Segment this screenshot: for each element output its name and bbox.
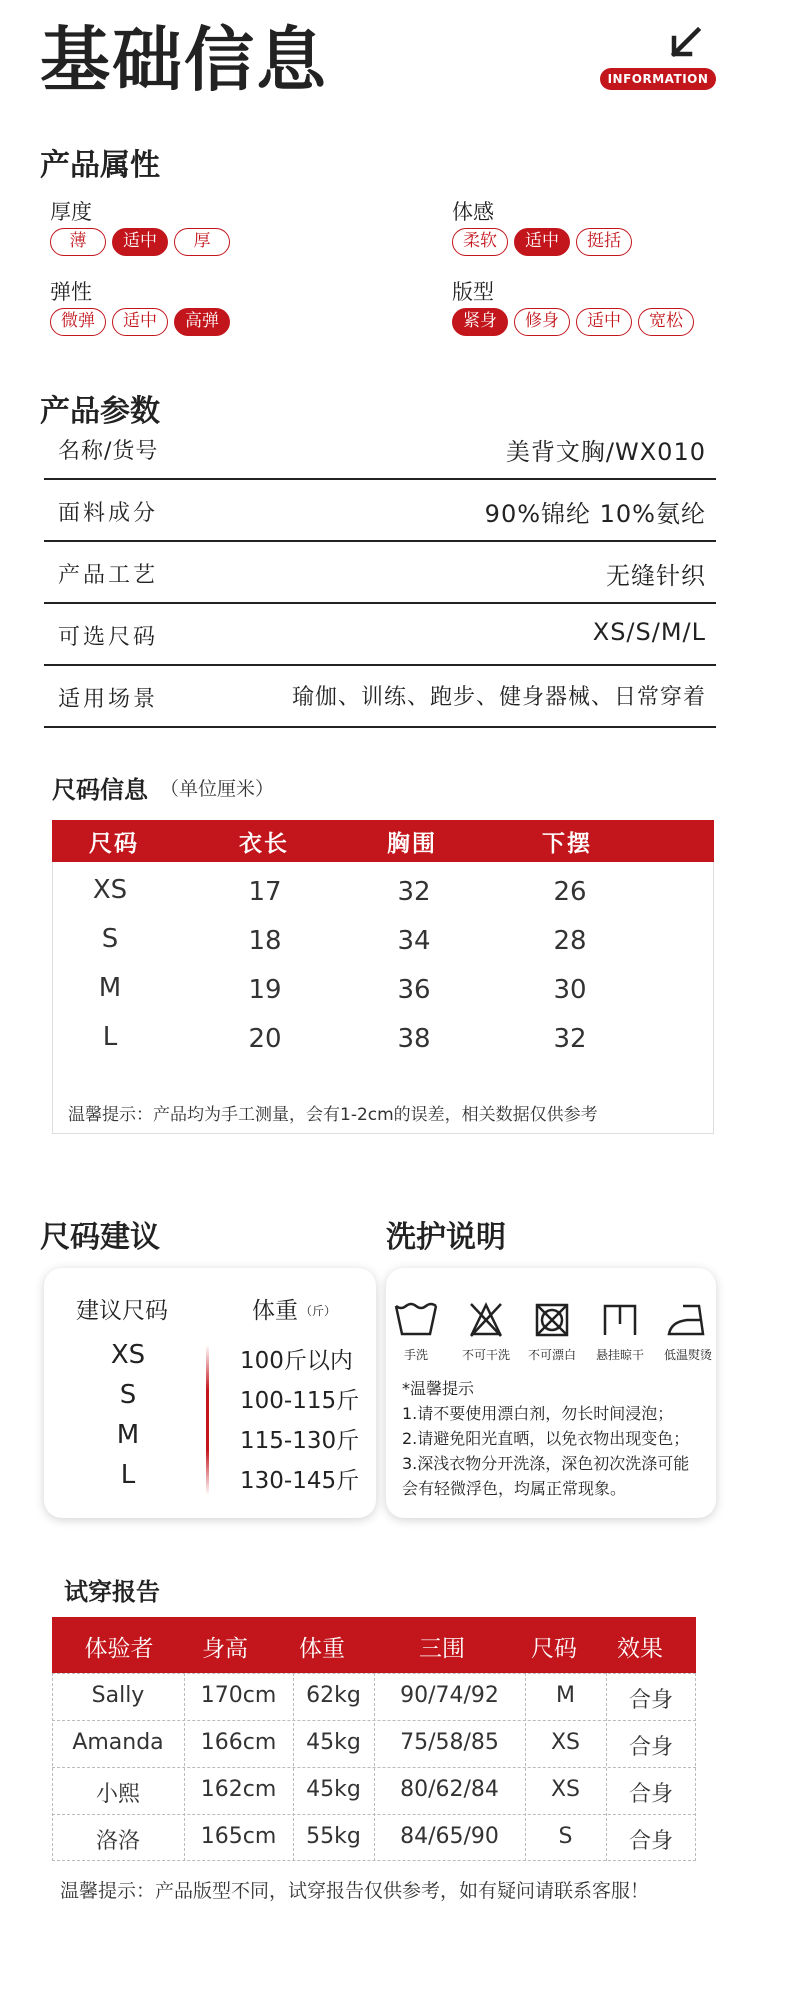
care-label: 悬挂晾干 (595, 1348, 644, 1362)
trial-cell: 162cm (200, 1777, 277, 1802)
trial-cell: Sally (91, 1683, 145, 1708)
size-info-title: 尺码信息 (52, 776, 148, 804)
advice-size: XS (110, 1340, 146, 1370)
trial-cell: 80/62/84 (400, 1777, 499, 1802)
fit-option-slim: 修身 (514, 308, 570, 336)
trial-cell: 170cm (200, 1683, 277, 1708)
advice-weight: 100-115斤 (240, 1388, 360, 1414)
size-cell: M (98, 973, 122, 1003)
trial-header: 效果 (617, 1636, 663, 1662)
trial-cell: 62kg (306, 1683, 361, 1708)
care-title: 洗护说明 (386, 1220, 506, 1255)
trial-table-header (52, 1617, 696, 1673)
information-badge: INFORMATION (600, 68, 716, 90)
size-table-header (52, 820, 714, 862)
size-cell: 17 (248, 877, 282, 907)
trial-cell: 小熙 (95, 1782, 140, 1807)
size-cell: 28 (553, 926, 587, 956)
size-header-size: 尺码 (89, 831, 139, 857)
advice-header-weight: 体重 (252, 1298, 298, 1324)
low-iron-icon (665, 1300, 711, 1340)
size-cell: 26 (553, 877, 587, 907)
care-tips-title: *温馨提示 (402, 1379, 475, 1398)
advice-size: S (119, 1380, 137, 1410)
advice-weight: 100斤以内 (240, 1348, 353, 1374)
attr-label-elasticity: 弹性 (50, 280, 92, 304)
advice-size: M (116, 1420, 140, 1450)
elasticity-option-medium: 适中 (112, 308, 168, 336)
size-cell: 18 (248, 926, 282, 956)
param-key: 产品工艺 (58, 563, 159, 588)
thickness-option-thin: 薄 (50, 228, 106, 256)
size-cell: 20 (248, 1024, 282, 1054)
param-row-fabric (44, 480, 716, 542)
advice-size: L (120, 1460, 136, 1490)
attr-label-thickness: 厚度 (50, 200, 92, 224)
trial-note: 温馨提示：产品版型不同，试穿报告仅供参考，如有疑问请联系客服！ (60, 1880, 650, 1902)
feel-option-soft: 柔软 (452, 228, 508, 256)
trial-header: 体重 (299, 1636, 345, 1662)
param-key: 可选尺码 (58, 625, 159, 650)
size-header-chest: 胸围 (387, 831, 437, 857)
size-advice-title: 尺码建议 (40, 1220, 160, 1255)
care-label: 不可漂白 (527, 1348, 576, 1362)
attributes-title: 产品属性 (40, 148, 160, 183)
size-cell: 32 (553, 1024, 587, 1054)
elasticity-option-slight: 微弹 (50, 308, 106, 336)
thickness-options (50, 228, 230, 256)
size-cell: 38 (397, 1024, 431, 1054)
size-header-hem: 下摆 (542, 831, 592, 857)
trial-cell: XS (550, 1730, 581, 1755)
feel-option-medium: 适中 (514, 228, 570, 256)
no-dry-clean-icon (463, 1300, 509, 1340)
param-row-scenes (44, 666, 716, 728)
size-cell: 30 (553, 975, 587, 1005)
elasticity-option-high: 高弹 (174, 308, 230, 336)
no-bleach-icon (529, 1300, 575, 1340)
trial-cell: 合身 (628, 1782, 673, 1807)
trial-cell: XS (550, 1777, 581, 1802)
param-row-name (44, 418, 716, 480)
trial-header: 体验者 (84, 1636, 154, 1662)
params-title: 产品参数 (40, 394, 160, 429)
fit-options (452, 308, 694, 336)
elasticity-options (50, 308, 230, 336)
size-info-unit: （单位厘米） (160, 778, 275, 800)
param-row-craft (44, 542, 716, 604)
trial-cell: 55kg (306, 1824, 361, 1849)
thickness-option-thick: 厚 (174, 228, 230, 256)
trial-header: 身高 (202, 1636, 248, 1662)
care-label: 不可干洗 (461, 1348, 510, 1362)
size-cell: 32 (397, 877, 431, 907)
trial-cell: M (556, 1683, 575, 1708)
advice-header-unit: （斤） (300, 1304, 337, 1318)
arrow-down-left-icon (668, 26, 702, 60)
hand-wash-icon (393, 1300, 439, 1340)
trial-cell: 75/58/85 (400, 1730, 499, 1755)
page-title: 基础信息 (40, 19, 328, 101)
size-cell: 34 (397, 926, 431, 956)
care-tip: 3.深浅衣物分开洗涤，深色初次洗涤可能会有轻微浮色，均属正常现象。 (402, 1454, 690, 1498)
size-cell: L (102, 1022, 118, 1052)
trial-cell: 165cm (200, 1824, 277, 1849)
advice-header-size: 建议尺码 (76, 1298, 168, 1324)
fit-option-tight: 紧身 (452, 308, 508, 336)
trial-cell: 84/65/90 (400, 1824, 499, 1849)
param-value: 瑜伽、训练、跑步、健身器械、日常穿着 (291, 685, 706, 710)
thickness-option-medium: 适中 (112, 228, 168, 256)
param-value: XS/S/M/L (592, 618, 706, 646)
attr-label-fit: 版型 (452, 280, 494, 304)
trial-cell: 合身 (628, 1688, 673, 1713)
feel-option-firm: 挺括 (576, 228, 632, 256)
advice-weight: 130-145斤 (240, 1468, 360, 1494)
param-row-sizes (44, 604, 716, 666)
trial-header: 尺码 (531, 1636, 577, 1662)
size-info-note: 温馨提示：产品均为手工测量，会有1-2cm的误差，相关数据仅供参考 (68, 1105, 598, 1125)
param-value: 无缝针织 (606, 562, 706, 590)
trial-cell: S (558, 1824, 573, 1849)
care-tips (402, 1376, 702, 1501)
trial-cell: Amanda (72, 1730, 164, 1755)
size-cell: S (101, 924, 119, 954)
size-cell: 19 (248, 975, 282, 1005)
size-cell: XS (92, 875, 128, 905)
attr-label-feel: 体感 (452, 200, 494, 224)
trial-cell: 45kg (306, 1777, 361, 1802)
param-key: 名称/货号 (58, 439, 159, 464)
param-key: 适用场景 (58, 687, 159, 712)
param-key: 面料成分 (58, 501, 159, 526)
param-value: 90%锦纶 10%氨纶 (484, 500, 706, 528)
fit-option-medium: 适中 (576, 308, 632, 336)
size-cell: 36 (397, 975, 431, 1005)
advice-weight: 115-130斤 (240, 1428, 360, 1454)
care-tip: 1.请不要使用漂白剂，勿长时间浸泡； (402, 1404, 674, 1423)
care-tip: 2.请避免阳光直晒，以免衣物出现变色； (402, 1429, 690, 1448)
trial-title: 试穿报告 (64, 1578, 160, 1606)
care-label: 低温熨烫 (663, 1348, 712, 1362)
trial-cell: 166cm (200, 1730, 277, 1755)
care-label: 手洗 (403, 1348, 428, 1362)
param-value: 美背文胸/WX010 (505, 438, 706, 466)
feel-options (452, 228, 632, 256)
trial-cell: 洛洛 (95, 1829, 140, 1854)
trial-cell: 合身 (628, 1735, 673, 1760)
size-header-length: 衣长 (239, 831, 289, 857)
trial-cell: 45kg (306, 1730, 361, 1755)
hang-dry-icon (597, 1300, 643, 1340)
trial-header: 三围 (419, 1636, 465, 1662)
trial-cell: 合身 (628, 1829, 673, 1854)
fit-option-loose: 宽松 (638, 308, 694, 336)
advice-divider (206, 1345, 209, 1495)
trial-cell: 90/74/92 (400, 1683, 499, 1708)
